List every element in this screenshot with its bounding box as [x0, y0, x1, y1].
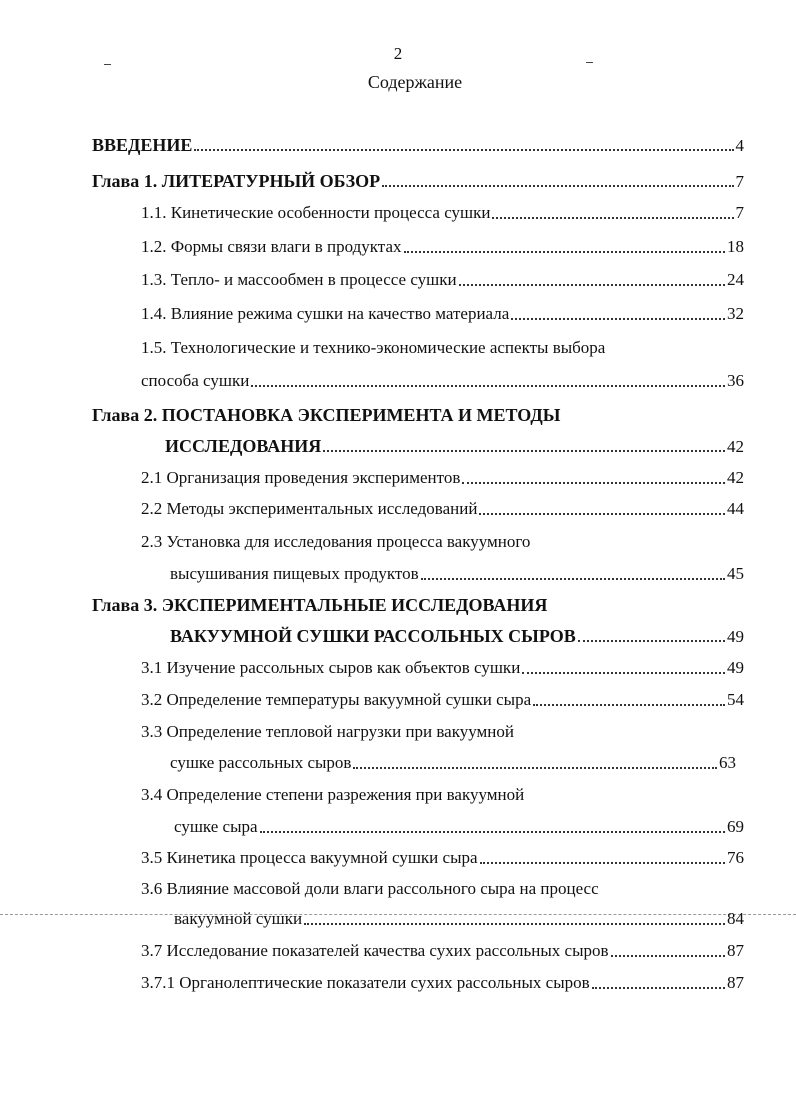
toc-entry-page: 87	[727, 973, 744, 992]
toc-entry-title-continued: вакуумной сушки	[174, 909, 303, 928]
toc-entry-2-3[interactable]	[170, 562, 744, 586]
toc-entry-page: 76	[727, 848, 744, 867]
page-number: 2	[393, 44, 403, 63]
toc-entry-page: 49	[727, 627, 744, 646]
dot-leader	[421, 577, 725, 580]
toc-entry-chapter-2-title[interactable]: Глава 2. ПОСТАНОВКА ЭКСПЕРИМЕНТА И МЕТОДЫ	[92, 405, 561, 425]
dot-leader	[404, 250, 726, 253]
dot-leader	[611, 954, 725, 957]
toc-entry-title: Глава 1. ЛИТЕРАТУРНЫЙ ОБЗОР	[92, 171, 381, 191]
toc-entry-title: 2.1 Организация проведения экспериментов	[141, 468, 461, 487]
toc-entry-3-6[interactable]	[174, 907, 744, 931]
dot-leader	[304, 922, 725, 925]
toc-entry-chapter-3[interactable]	[170, 624, 744, 648]
toc-entry-2-1[interactable]	[141, 466, 744, 490]
dot-leader	[511, 317, 725, 320]
toc-entry-page: 84	[727, 909, 744, 928]
dot-leader	[592, 986, 725, 989]
toc-entry-3-1[interactable]	[141, 656, 744, 680]
toc-entry-chapter-1[interactable]	[92, 169, 744, 193]
toc-entry-3-3[interactable]	[170, 751, 736, 775]
toc-entry-page: 69	[727, 817, 744, 836]
toc-entry-title: 1.2. Формы связи влаги в продуктах	[141, 237, 402, 256]
toc-entry-title: ВВЕДЕНИЕ	[92, 135, 193, 155]
toc-entry-chapter-2[interactable]	[165, 434, 744, 458]
toc-entry-page: 4	[735, 136, 744, 155]
dot-leader	[251, 384, 725, 387]
dot-leader	[260, 830, 725, 833]
toc-entry-3-7-1[interactable]	[141, 971, 744, 995]
dot-leader	[492, 216, 733, 219]
toc-entry-page: 87	[727, 941, 744, 960]
toc-entry-1-5[interactable]	[141, 369, 744, 393]
toc-entry-title-continued: сушке сыра	[174, 817, 258, 836]
toc-entry-page: 24	[727, 270, 744, 289]
toc-entry-title: 1.1. Кинетические особенности процесса сушки	[141, 203, 491, 222]
toc-entry-title-continued: способа сушки	[141, 371, 250, 390]
toc-entry-page: 45	[727, 564, 744, 583]
toc-entry-page: 42	[727, 468, 744, 487]
scan-mark	[586, 62, 593, 63]
toc-entry-1-5-title[interactable]: 1.5. Технологические и технико-экономические аспекты выбора	[141, 338, 606, 357]
dot-leader	[533, 703, 725, 706]
toc-entry-1-3[interactable]	[141, 268, 744, 292]
dot-leader	[480, 861, 725, 864]
toc-entry-title: 3.1 Изучение рассольных сыров как объектов сушки	[141, 658, 521, 677]
dot-leader	[479, 512, 725, 515]
toc-entry-3-6-title[interactable]: 3.6 Влияние массовой доли влаги рассольного сыра на процесс	[141, 879, 599, 898]
scan-mark	[104, 64, 111, 65]
toc-entry-2-2[interactable]	[141, 497, 744, 521]
toc-entry-page: 7	[735, 172, 744, 191]
toc-entry-page: 36	[727, 371, 744, 390]
dot-leader	[522, 671, 725, 674]
toc-entry-title: 3.2 Определение температуры вакуумной сушки сыра	[141, 690, 532, 709]
toc-entry-page: 63	[719, 753, 736, 772]
toc-entry-page: 32	[727, 304, 744, 323]
toc-entry-page: 42	[727, 437, 744, 456]
toc-entry-page: 44	[727, 499, 744, 518]
toc-entry-3-4[interactable]	[174, 815, 744, 839]
toc-entry-3-5[interactable]	[141, 846, 744, 870]
toc-entry-title-continued: ВАКУУМНОЙ СУШКИ РАССОЛЬНЫХ СЫРОВ	[170, 626, 576, 646]
toc-entry-title-continued: высушивания пищевых продуктов	[170, 564, 419, 583]
dot-leader	[323, 449, 725, 452]
toc-entry-1-1[interactable]	[141, 201, 744, 225]
dot-leader	[382, 184, 733, 187]
toc-entry-page: 49	[727, 658, 744, 677]
toc-entry-3-2[interactable]	[141, 688, 744, 712]
toc-entry-title-continued: ИССЛЕДОВАНИЯ	[165, 436, 322, 456]
toc-entry-title: 3.7.1 Органолептические показатели сухих рассольных сыров	[141, 973, 590, 992]
toc-entry-1-4[interactable]	[141, 302, 744, 326]
toc-entry-introduction[interactable]	[92, 133, 744, 157]
toc-entry-title: 1.3. Тепло- и массообмен в процессе сушки	[141, 270, 457, 289]
toc-entry-title-continued: сушке рассольных сыров	[170, 753, 352, 772]
dot-leader	[459, 283, 725, 286]
toc-entry-page: 7	[735, 203, 744, 222]
toc-entry-chapter-3-title[interactable]: Глава 3. ЭКСПЕРИМЕНТАЛЬНЫЕ ИССЛЕДОВАНИЯ	[92, 595, 548, 615]
dot-leader	[578, 639, 725, 642]
toc-entry-title: 3.7 Исследование показателей качества сухих рассольных сыров	[141, 941, 609, 960]
toc-entry-title: 2.2 Методы экспериментальных исследований	[141, 499, 478, 518]
toc-entry-3-7[interactable]	[141, 939, 744, 963]
toc-entry-3-4-title[interactable]: 3.4 Определение степени разрежения при вакуумной	[141, 785, 525, 804]
dot-leader	[353, 766, 717, 769]
toc-entry-page: 54	[727, 690, 744, 709]
toc-entry-3-3-title[interactable]: 3.3 Определение тепловой нагрузки при вакуумной	[141, 722, 514, 741]
toc-entry-title: 3.5 Кинетика процесса вакуумной сушки сыра	[141, 848, 478, 867]
toc-entry-1-2[interactable]	[141, 235, 744, 259]
dot-leader	[462, 481, 725, 484]
toc-entry-2-3-title[interactable]: 2.3 Установка для исследования процесса вакуумного	[141, 532, 531, 551]
page-title: Содержание	[367, 72, 463, 92]
toc-entry-title: 1.4. Влияние режима сушки на качество материала	[141, 304, 510, 323]
dot-leader	[194, 148, 733, 151]
toc-entry-page: 18	[727, 237, 744, 256]
